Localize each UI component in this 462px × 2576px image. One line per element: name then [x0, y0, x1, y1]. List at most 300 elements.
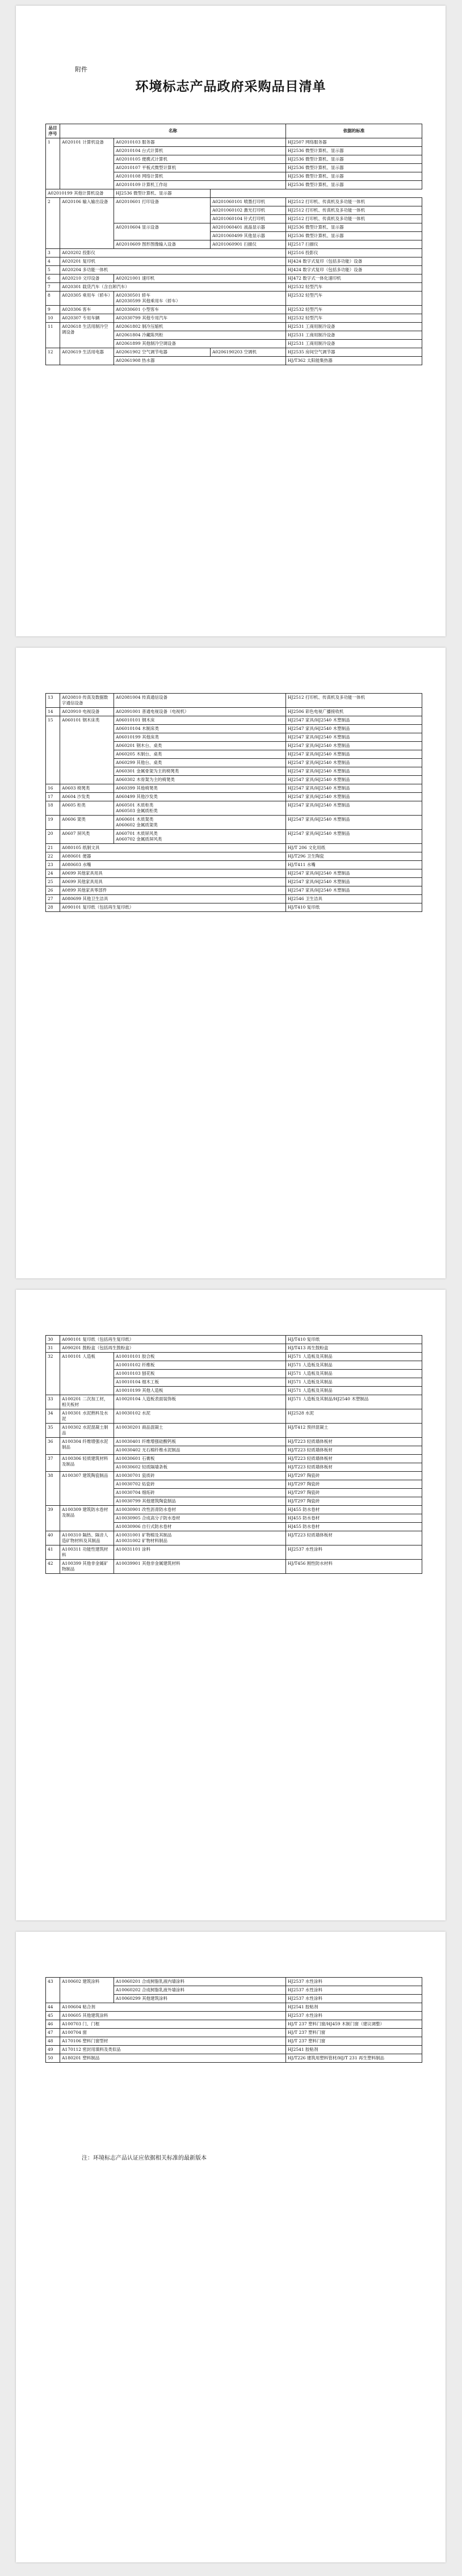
table-cell: 35	[46, 1424, 60, 1438]
table-cell: HJ2547 家具/HJ2540 木塑制品	[286, 767, 422, 776]
table-cell: 10	[46, 314, 60, 323]
table-cell: A10020104 人造板表面装饰板	[114, 1395, 286, 1409]
table-cell: A02010104 台式计算机	[114, 147, 286, 155]
table-cell: 15	[46, 716, 60, 784]
table-cell: A100703 门、门框	[60, 2020, 286, 2029]
table-cell: A02081004 传真通信设备	[114, 694, 286, 708]
table-cell: 46	[46, 2020, 60, 2029]
table-row	[46, 694, 422, 708]
table-cell: HJ455 防水卷材	[286, 1506, 422, 1514]
table-cell: HJ/T 237 塑料门窗	[286, 2037, 422, 2046]
document-page-3	[16, 1290, 446, 1920]
table-cell: HJ2541 胶粘剂	[286, 2003, 422, 2012]
table-cell: HJ/T410 复印纸	[286, 1336, 422, 1344]
table-cell: A02030601 小型客车	[114, 306, 286, 314]
table-cell: A060101 钢木床类	[60, 716, 114, 784]
table-cell: HJ/T 206 文化用纸	[286, 844, 422, 852]
table-cell: 20	[46, 830, 60, 844]
table-cell: 13	[46, 694, 60, 708]
table-row	[46, 314, 422, 323]
table-cell: HJ2537 水性涂料	[286, 1978, 422, 1986]
table-cell: HJ2547 家具/HJ2540 木塑制品	[286, 725, 422, 733]
table-cell: A180201 塑料制品	[60, 2054, 286, 2063]
table-cell: HJ2532 轻型汽车	[286, 292, 422, 306]
table-cell: HJ2532 轻型汽车	[286, 283, 422, 292]
product-list-table-page-4	[45, 1977, 422, 2063]
table-row	[46, 2054, 422, 2063]
table-body	[46, 1978, 422, 2063]
table-cell: 40	[46, 1531, 60, 1545]
header-standard: 依据的标准	[286, 124, 422, 138]
table-cell: A020618 生活用制冷空调设备	[60, 323, 114, 348]
table-cell: A10030702 炻瓷砖	[114, 1480, 286, 1489]
table-cell: A080603 水嘴	[60, 861, 286, 869]
table-cell: A10060299 其他建筑涂料	[114, 1995, 286, 2003]
document-page-4	[16, 1932, 446, 2562]
table-row	[46, 257, 422, 266]
table-row	[46, 903, 422, 912]
table-cell: HJ2536 微型计算机、显示器	[286, 164, 422, 172]
table-cell: HJ571 人造板及其制品	[286, 1370, 422, 1378]
table-cell: A10060202 合成树脂乳液外墙涂料	[114, 1986, 286, 1995]
table-cell: 3	[46, 249, 60, 257]
table-row	[46, 2046, 422, 2054]
table-cell: A02010609 图形图像输入设备	[114, 240, 211, 249]
table-body	[46, 138, 422, 365]
table-cell: HJ2536 微型计算机、显示器	[286, 181, 422, 189]
table-cell: A020305 乘用车（轿车）	[60, 292, 114, 306]
table-cell: 48	[46, 2037, 60, 2046]
table-cell: A100311 功能性建筑材料	[60, 1545, 114, 1560]
table-cell: A060205 木制台、桌类	[114, 750, 286, 759]
table-cell: HJ2546 卫生洁具	[286, 895, 422, 903]
table-cell: 11	[46, 323, 60, 348]
table-cell: HJ2547 家具/HJ2540 木塑制品	[286, 742, 422, 750]
table-cell: HJ2536 微型计算机、显示器	[286, 155, 422, 164]
table-row	[46, 1395, 422, 1409]
table-row	[46, 1409, 422, 1424]
table-cell: A060302 木骨架为主的椅凳类	[114, 776, 286, 784]
table-row	[46, 348, 422, 357]
table-cell: A060501 木质柜类 A060503 金属质柜类	[114, 801, 286, 816]
table-cell: A02061902 空气调节电器	[114, 348, 211, 357]
table-cell: HJ/T412 预拌混凝土	[286, 1424, 422, 1438]
table-cell: 37	[46, 1455, 60, 1472]
footnote: 注：环境标志产品认证应依据相关标准的最新版本	[82, 2155, 207, 2161]
table-cell: A100301 水泥熟料及水泥	[60, 1409, 114, 1424]
table-row	[46, 801, 422, 816]
table-cell: HJ/T297 陶瓷砖	[286, 1472, 422, 1480]
table-row	[46, 1545, 422, 1560]
table-cell: HJ2547 家具/HJ2540 木塑制品	[286, 733, 422, 742]
table-cell: A10030901 改性沥青防水卷材	[114, 1506, 286, 1514]
table-row	[46, 1424, 422, 1438]
table-cell: A02010105 便携式计算机	[114, 155, 286, 164]
table-cell: 50	[46, 2054, 60, 2063]
table-cell: HJ2547 家具/HJ2540 木塑制品	[286, 784, 422, 793]
table-cell: A020106 输入输出设备	[60, 198, 114, 249]
table-cell: 25	[46, 878, 60, 886]
table-cell: HJ2541 胶粘剂	[286, 2046, 422, 2054]
table-cell: A10031001 矿物棉及其制品 A10031002 矿物材料制品	[114, 1531, 286, 1545]
table-cell: A060601 木质架类 A060602 金属质架类	[114, 816, 286, 830]
table-cell: 6	[46, 275, 60, 283]
table-cell: A10030906 自行式防水卷材	[114, 1523, 286, 1531]
table-row	[46, 844, 422, 852]
table-cell: HJ2506 彩色电视广播接收机	[286, 708, 422, 716]
table-cell: HJ/T297 陶瓷砖	[286, 1480, 422, 1489]
table-cell: HJ472 数字式一体化速印机	[286, 275, 422, 283]
table-row	[46, 138, 422, 147]
table-row	[46, 793, 422, 801]
table-cell: 33	[46, 1395, 60, 1409]
table-row	[46, 895, 422, 903]
table-cell: A02061908 热水器	[114, 357, 286, 365]
table-row	[46, 2029, 422, 2037]
table-cell: HJ2536 微型计算机、显示器	[286, 147, 422, 155]
table-row	[46, 886, 422, 895]
table-cell: A02061802 制冷压缩机	[114, 323, 286, 331]
table-cell: A100605 其他建筑涂料	[60, 2012, 286, 2020]
table-cell: HJ2512 打印机、传真机及多功能一体机	[286, 206, 422, 215]
table-cell: A100307 建筑陶瓷制品	[60, 1472, 114, 1506]
table-cell: HJ/T410 复印纸	[286, 903, 422, 912]
table-row	[46, 306, 422, 314]
table-cell: A100302 水泥混凝土制品	[60, 1424, 114, 1438]
table-cell: A0201060401 液晶显示器	[211, 223, 286, 232]
table-cell: 18	[46, 801, 60, 816]
table-cell: HJ2547 家具/HJ2540 木塑制品	[286, 801, 422, 816]
table-cell: 7	[46, 283, 60, 292]
table-cell: HJ2547 家具/HJ2540 木塑制品	[286, 830, 422, 844]
table-cell: HJ/T413 再生鼓粉盒	[286, 1344, 422, 1353]
table-cell: HJ2537 水性涂料	[286, 2012, 422, 2020]
table-cell: HJ2528 水泥	[286, 1409, 422, 1424]
table-cell: A02030501 轿车 A02030599 其他乘用车（轿车）	[114, 292, 286, 306]
table-cell: A02010199 其他计算机设备	[46, 189, 114, 198]
table-cell: HJ2531 工商用制冷设备	[286, 331, 422, 340]
table-cell: A0607 屏风类	[60, 830, 114, 844]
table-row	[46, 861, 422, 869]
table-cell: HJ2547 家具/HJ2540 木塑制品	[286, 750, 422, 759]
table-row	[46, 1472, 422, 1480]
table-row	[46, 266, 422, 275]
table-row	[46, 878, 422, 886]
table-cell: A10010104 细木工板	[114, 1378, 286, 1387]
table-row	[46, 1560, 422, 1574]
table-cell: HJ2531 工商用制冷设备	[286, 340, 422, 348]
table-row	[46, 1353, 422, 1361]
table-cell: HJ2536 微型计算机、显示器	[286, 172, 422, 181]
table-cell: A02010604 显示设备	[114, 223, 211, 240]
table-cell: 19	[46, 816, 60, 830]
table-cell: HJ/T456 刚性防水材料	[286, 1560, 422, 1574]
table-body	[46, 694, 422, 912]
table-row	[46, 283, 422, 292]
table-cell: A06010104 木制床类	[114, 725, 286, 733]
table-row	[46, 323, 422, 331]
table-cell: 31	[46, 1344, 60, 1353]
table-cell: A10030704 细炻砖	[114, 1489, 286, 1497]
table-cell: 36	[46, 1438, 60, 1455]
table-cell: A020101 计算机设备	[60, 138, 114, 189]
table-cell: A0201060102 激光打印机	[211, 206, 286, 215]
table-cell: 5	[46, 266, 60, 275]
table-cell: A02030799 其他专用汽车	[114, 314, 286, 323]
table-cell: A170106 塑料门窗型材	[60, 2037, 286, 2046]
table-cell: HJ2547 家具/HJ2540 木塑制品	[286, 878, 422, 886]
table-cell: 39	[46, 1506, 60, 1531]
table-cell: A060299 其他台、桌类	[114, 759, 286, 767]
table-cell: HJ/T362 太阳能集热器	[286, 357, 422, 365]
table-cell: A100309 建筑防水卷材及制品	[60, 1506, 114, 1531]
table-cell: A060301 金属骨架为主的椅凳类	[114, 767, 286, 776]
table-cell: HJ2536 微型计算机、显示器	[286, 232, 422, 240]
table-cell: 47	[46, 2029, 60, 2037]
table-cell: HJ/T223 轻质墙体板材	[286, 1531, 422, 1545]
table-cell: A02010107 平板式微型计算机	[114, 164, 286, 172]
table-row	[46, 830, 422, 844]
table-cell: A02061899 其他制冷空调设备	[114, 340, 286, 348]
table-cell: HJ2531 工商用制冷设备	[286, 323, 422, 331]
table-cell: A10030401 纤维增强硅酸钙板	[114, 1438, 286, 1446]
table-row	[46, 2003, 422, 2012]
table-cell: 27	[46, 895, 60, 903]
attachment-label: 附件	[75, 66, 87, 73]
table-row	[46, 1344, 422, 1353]
table-cell: A080601 便器	[60, 852, 286, 861]
table-cell: A02061804 冷藏陈列柜	[114, 331, 286, 340]
table-row	[46, 1506, 422, 1514]
table-cell: HJ2512 打印机、传真机及多功能一体机	[286, 198, 422, 206]
table-cell: A020307 专用车辆	[60, 314, 114, 323]
table-cell: A10010101 胶合板	[114, 1353, 286, 1361]
table-cell: HJ2547 家具/HJ2540 木塑制品	[286, 869, 422, 878]
table-cell: HJ571 人造板及其制品	[286, 1387, 422, 1395]
table-row	[46, 708, 422, 716]
table-cell: A060399 其他椅凳类	[114, 784, 286, 793]
table-cell: 21	[46, 844, 60, 852]
table-row	[46, 1455, 422, 1463]
table-cell: A090201 鼓粉盒（包括再生鼓粉盒）	[60, 1344, 286, 1353]
table-row	[46, 784, 422, 793]
table-cell: A100604 粘合剂	[60, 2003, 286, 2012]
table-header-row	[46, 124, 422, 138]
table-row	[46, 1531, 422, 1545]
table-cell: 14	[46, 708, 60, 716]
document-title: 环境标志产品政府采购品目清单	[135, 79, 326, 94]
table-cell: HJ2517 扫描仪	[286, 240, 422, 249]
table-cell: 34	[46, 1409, 60, 1424]
table-row	[46, 189, 422, 198]
table-cell: HJ424 数字式复印（包括多功能）设备	[286, 257, 422, 266]
table-cell: A0201060101 喷墨打印机	[211, 198, 286, 206]
table-cell: 23	[46, 861, 60, 869]
table-cell: HJ571 人造板及其制品/HJ2540 木塑制品	[286, 1395, 422, 1409]
document-page-2	[16, 648, 446, 1278]
table-cell: 32	[46, 1353, 60, 1395]
table-cell: A020202 投影仪	[60, 249, 286, 257]
table-cell: A10030402 无石棉纤维水泥制品	[114, 1446, 286, 1455]
table-cell: A02010601 打印设备	[114, 198, 211, 223]
table-cell: A10030601 石膏板	[114, 1455, 286, 1463]
table-row	[46, 716, 422, 725]
product-list-table-page-2	[45, 693, 422, 912]
table-cell: 45	[46, 2012, 60, 2020]
table-cell: HJ2547 家具/HJ2540 木塑制品	[286, 776, 422, 784]
table-row	[46, 852, 422, 861]
table-cell: A0605 柜类	[60, 801, 114, 816]
table-cell: 22	[46, 852, 60, 861]
table-cell: A0699 其他家具用具	[60, 878, 286, 886]
table-cell: 17	[46, 793, 60, 801]
table-cell: A0606 架类	[60, 816, 114, 830]
table-cell: A10030102 水泥	[114, 1409, 286, 1424]
table-cell: HJ2516 投影仪	[286, 249, 422, 257]
table-row	[46, 816, 422, 830]
table-cell: A0604 沙发类	[60, 793, 114, 801]
table-cell: HJ2507 网络服务器	[286, 138, 422, 147]
table-cell: A100306 轻质建筑材料及制品	[60, 1455, 114, 1472]
table-cell: A10030905 合成高分子防水卷材	[114, 1514, 286, 1523]
product-list-table-page-3	[45, 1335, 422, 1574]
table-cell: A02021001 速印机	[114, 275, 286, 283]
table-cell: 4	[46, 257, 60, 266]
table-cell: A020201 复印机	[60, 257, 286, 266]
table-cell: HJ2537 水性涂料	[286, 1995, 422, 2003]
table-cell: A10030602 轻质隔墙条板	[114, 1463, 286, 1472]
table-cell: HJ571 人造板及其制品	[286, 1378, 422, 1387]
table-cell: A02010109 计算机工作站	[114, 181, 286, 189]
table-cell: A06010199 其他床类	[114, 733, 286, 742]
table-cell: HJ571 人造板及其制品	[286, 1361, 422, 1370]
table-cell: A0201060499 其他显示器	[211, 232, 286, 240]
table-row	[46, 292, 422, 306]
table-cell: A090101 复印纸（包括再生复印纸）	[60, 903, 286, 912]
table-cell: A0603 椅凳类	[60, 784, 114, 793]
table-row	[46, 2037, 422, 2046]
table-cell: HJ2547 家具/HJ2540 木塑制品	[286, 886, 422, 895]
table-cell: A020301 载货汽车（含自卸汽车）	[60, 283, 286, 292]
table-cell: 30	[46, 1336, 60, 1344]
table-cell: HJ2535 房间空气调节器	[286, 348, 422, 357]
table-cell: A100602 建筑涂料	[60, 1978, 114, 2003]
table-cell: HJ2532 轻型汽车	[286, 314, 422, 323]
table-row	[46, 2012, 422, 2020]
table-cell: A0201060901 扫描仪	[211, 240, 286, 249]
table-cell: 8	[46, 292, 60, 306]
table-row	[46, 275, 422, 283]
table-cell: 16	[46, 784, 60, 793]
table-cell: A020204 多功能一体机	[60, 266, 286, 275]
table-cell: A02010103 服务器	[114, 138, 286, 147]
table-cell: A10030701 瓷质砖	[114, 1472, 286, 1480]
table-cell: A060499 其他沙发类	[114, 793, 286, 801]
table-cell: A020619 生活用电器	[60, 348, 114, 365]
table-cell: HJ/T223 轻质墙体板材	[286, 1446, 422, 1455]
table-cell: A020910 电视设备	[60, 708, 114, 716]
table-cell: 28	[46, 903, 60, 912]
table-cell: HJ424 数字式复印（包括多功能）设备	[286, 266, 422, 275]
table-cell: HJ/T226 建筑用塑料管材/HJ/T 231 再生塑料制品	[286, 2054, 422, 2063]
table-cell: HJ/T296 卫生陶瓷	[286, 852, 422, 861]
table-cell: HJ/T223 轻质墙体板材	[286, 1455, 422, 1463]
table-cell: A0699 其他家具用具	[60, 869, 286, 878]
table-cell: A100704 窗	[60, 2029, 286, 2037]
table-cell: 41	[46, 1545, 60, 1560]
table-cell: HJ2536 微型计算机、显示器	[286, 223, 422, 232]
header-index: 品目序号	[46, 124, 60, 138]
table-row	[46, 1336, 422, 1344]
table-cell: 12	[46, 348, 60, 365]
table-cell: HJ/T297 陶瓷砖	[286, 1489, 422, 1497]
table-cell: HJ2512 打印机、传真机及多功能一体机	[286, 694, 422, 708]
table-cell: HJ/T 237 塑料门窗/HJ459 木制门窗（建议调整）	[286, 2020, 422, 2029]
table-cell: HJ2547 家具/HJ2540 木塑制品	[286, 759, 422, 767]
table-cell: HJ/T 237 塑料门窗	[286, 2029, 422, 2037]
table-cell: 42	[46, 1560, 60, 1574]
table-cell: A0899 其他家具零部件	[60, 886, 286, 895]
table-cell: 44	[46, 2003, 60, 2012]
table-cell: A10010102 纤维板	[114, 1361, 286, 1370]
header-name: 名称	[60, 124, 286, 138]
table-cell: HJ2547 家具/HJ2540 木塑制品	[286, 716, 422, 725]
table-cell: A060201 钢木台、桌类	[114, 742, 286, 750]
table-row	[46, 1438, 422, 1446]
table-cell: A100399 其他非金属矿物制品	[60, 1560, 114, 1574]
table-cell: A10039901 其他非金属建筑材料	[114, 1560, 286, 1574]
table-row	[46, 2020, 422, 2029]
table-cell: HJ/T297 陶瓷砖	[286, 1497, 422, 1506]
table-cell: A020306 客车	[60, 306, 114, 314]
table-cell: HJ/T223 轻质墙体板材	[286, 1463, 422, 1472]
table-cell: HJ2537 水性涂料	[286, 1545, 422, 1560]
table-cell: HJ571 人造板及其制品	[286, 1353, 422, 1361]
table-cell: 9	[46, 306, 60, 314]
table-cell: HJ2547 家具/HJ2540 木塑制品	[286, 793, 422, 801]
table-row	[46, 869, 422, 878]
table-cell: A10031101 涂料	[114, 1545, 286, 1560]
table-cell: 26	[46, 886, 60, 895]
table-row	[46, 1978, 422, 1986]
table-cell: A100304 纤维增强水泥制品	[60, 1438, 114, 1455]
table-cell: 49	[46, 2046, 60, 2054]
table-cell: HJ/T223 轻质墙体板材	[286, 1438, 422, 1446]
table-cell: A10030799 其他建筑陶瓷制品	[114, 1497, 286, 1506]
table-cell: A02091001 普通电视设备（电视机）	[114, 708, 286, 716]
table-cell: A100101 人造板	[60, 1353, 114, 1395]
product-list-table-page-1	[45, 124, 422, 365]
table-cell: A170112 密封用填料及类似品	[60, 2046, 286, 2054]
table-cell: HJ2547 家具/HJ2540 木塑制品	[286, 816, 422, 830]
table-cell: HJ2536 微型计算机、显示器	[114, 189, 211, 198]
table-cell: A020210 文印设备	[60, 275, 114, 283]
document-page-1	[16, 6, 446, 636]
table-cell: 43	[46, 1978, 60, 2003]
table-cell: HJ2537 水性涂料	[286, 1986, 422, 1995]
table-cell: 24	[46, 869, 60, 878]
table-cell: 1	[46, 138, 60, 189]
table-cell: HJ/T411 水嘴	[286, 861, 422, 869]
table-cell: HJ2532 轻型汽车	[286, 306, 422, 314]
table-cell: A100310 隔热、隔音人造矿物材料及其制品	[60, 1531, 114, 1545]
table-cell: A100201 二次加工材，相关板材	[60, 1395, 114, 1409]
table-cell: A060701 木质屏风类 A060702 金属质屏风类	[114, 830, 286, 844]
table-cell: A10060201 合成树脂乳液内墙涂料	[114, 1978, 286, 1986]
table-cell: A10010199 其他人造板	[114, 1387, 286, 1395]
table-cell: A020810 传真及数据数字通信设备	[60, 694, 114, 708]
table-cell: A090101 复印纸（包括再生复印纸）	[60, 1336, 286, 1344]
